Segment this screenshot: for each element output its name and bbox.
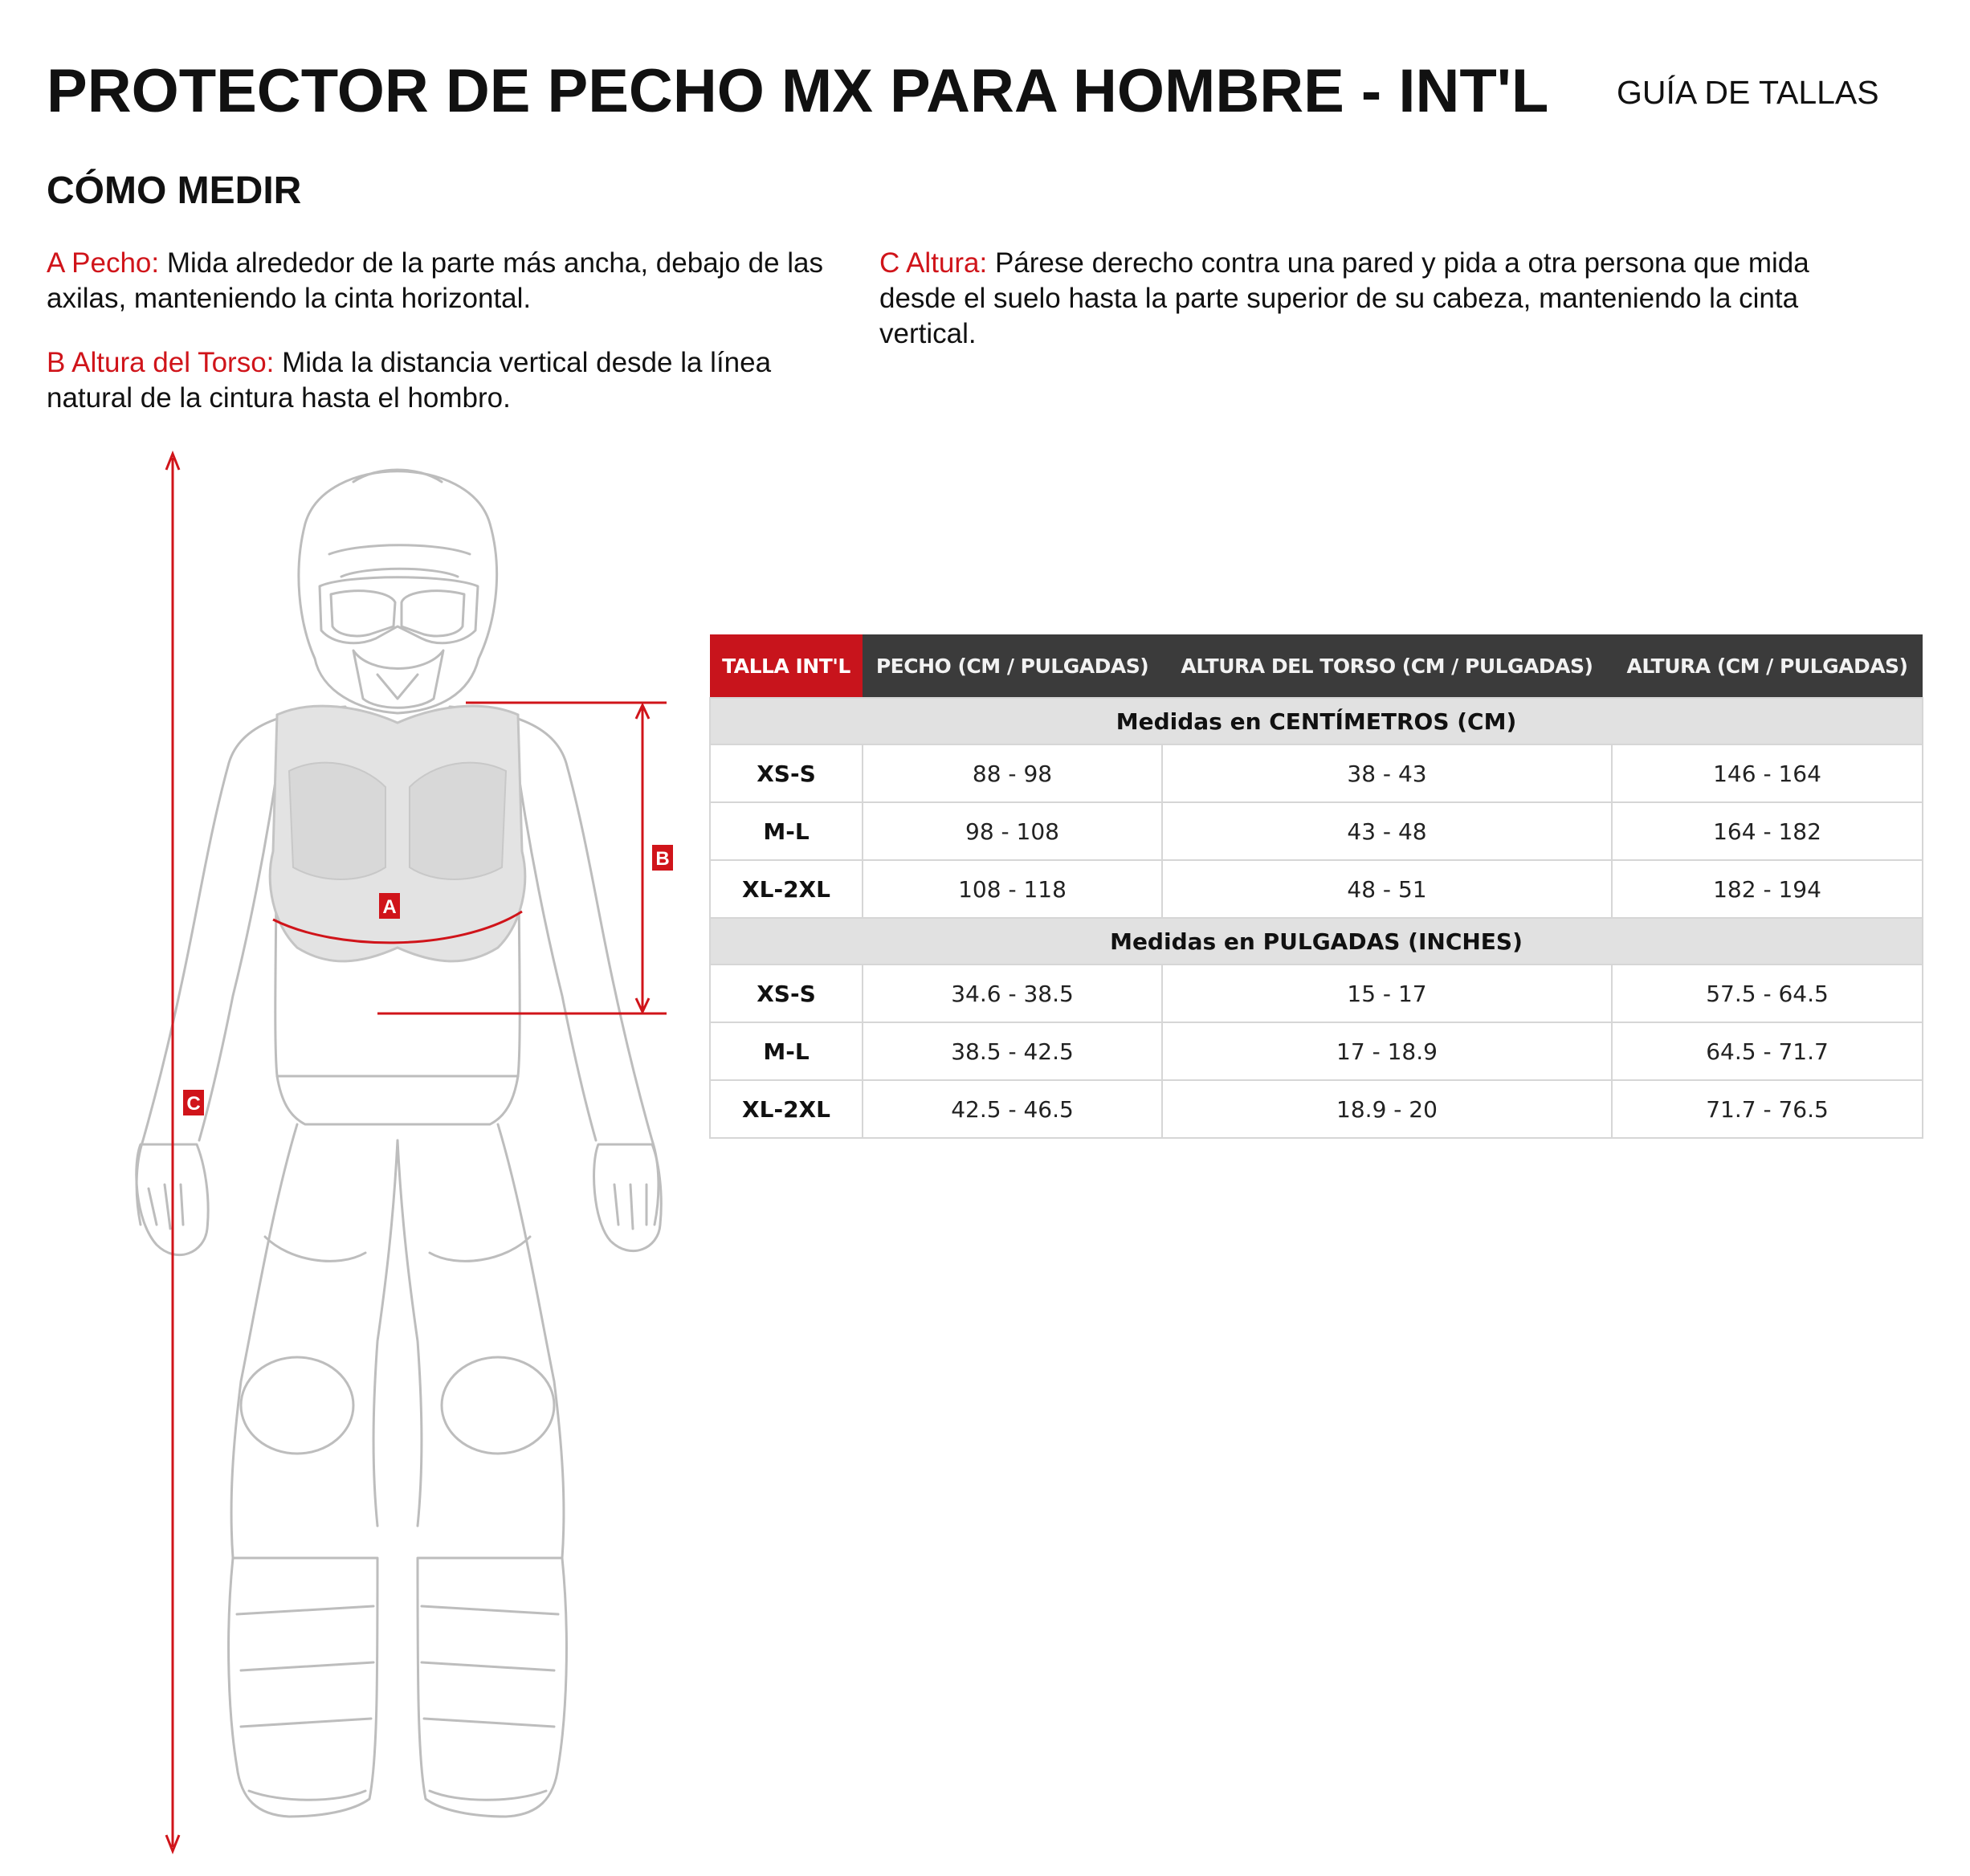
size-cell: XS-S — [710, 744, 863, 802]
table-row — [710, 802, 1923, 860]
torso-cell: 43 - 48 — [1162, 802, 1612, 860]
rider-outline — [137, 470, 662, 1817]
height-cell: 146 - 164 — [1612, 744, 1923, 802]
table-row — [710, 1022, 1923, 1080]
torso-label: B Altura del Torso: — [47, 347, 275, 378]
size-table — [709, 634, 1923, 1139]
height-cell: 71.7 - 76.5 — [1612, 1080, 1923, 1138]
height-cell: 57.5 - 64.5 — [1612, 965, 1923, 1022]
height-cell: 182 - 194 — [1612, 860, 1923, 918]
header-torso: ALTURA DEL TORSO (CM / PULGADAS) — [1162, 634, 1612, 698]
header-size: TALLA INT'L — [710, 634, 863, 698]
table-row — [710, 1080, 1923, 1138]
header-height: ALTURA (CM / PULGADAS) — [1612, 634, 1923, 698]
marker-b-label: B — [655, 848, 670, 870]
inches-section-row — [710, 918, 1923, 965]
size-guide-link[interactable]: GUÍA DE TALLAS — [1617, 74, 1879, 111]
cm-section-row — [710, 698, 1923, 744]
page-title: PROTECTOR DE PECHO MX PARA HOMBRE - INT'L — [47, 57, 1549, 125]
chest-cell: 88 - 98 — [863, 744, 1162, 802]
chest-cell: 38.5 - 42.5 — [863, 1022, 1162, 1080]
height-label: C Altura: — [879, 247, 988, 279]
torso-cell: 38 - 43 — [1162, 744, 1612, 802]
table-row — [710, 965, 1923, 1022]
chest-cell: 108 - 118 — [863, 860, 1162, 918]
measurement-guides — [166, 454, 670, 1851]
size-cell: M-L — [710, 802, 863, 860]
torso-cell: 15 - 17 — [1162, 965, 1612, 1022]
marker-a — [379, 893, 400, 919]
how-to-measure-heading: CÓMO MEDIR — [47, 169, 302, 212]
torso-cell: 48 - 51 — [1162, 860, 1612, 918]
chest-text: Mida alrededor de la parte más ancha, debajo de las axilas, manteniendo la cinta horizontal. — [47, 247, 824, 314]
torso-instruction — [47, 345, 826, 416]
size-cell: XS-S — [710, 965, 863, 1022]
torso-text: Mida la distancia vertical desde la línea natural de la cintura hasta el hombro. — [47, 347, 772, 414]
rider-measurement-figure — [0, 434, 723, 1876]
torso-cell: 17 - 18.9 — [1162, 1022, 1612, 1080]
chest-instruction — [47, 246, 826, 316]
chest-cell: 98 - 108 — [863, 802, 1162, 860]
cm-section-title: Medidas en CENTÍMETROS (CM) — [710, 698, 1923, 744]
marker-c — [183, 1090, 204, 1115]
size-cell: XL-2XL — [710, 860, 863, 918]
header-chest: PECHO (CM / PULGADAS) — [863, 634, 1162, 698]
size-cell: M-L — [710, 1022, 863, 1080]
marker-a-label: A — [382, 896, 397, 918]
size-cell: XL-2XL — [710, 1080, 863, 1138]
table-header-row — [710, 634, 1923, 698]
torso-cell: 18.9 - 20 — [1162, 1080, 1612, 1138]
chest-cell: 42.5 - 46.5 — [863, 1080, 1162, 1138]
table-row — [710, 860, 1923, 918]
height-text: Párese derecho contra una pared y pida a otra persona que mida desde el suelo hasta la parte superior de su cabeza, manteniendo la cinta vertical. — [879, 247, 1809, 349]
marker-b — [652, 845, 673, 871]
height-cell: 164 - 182 — [1612, 802, 1923, 860]
height-cell: 64.5 - 71.7 — [1612, 1022, 1923, 1080]
marker-c-label: C — [186, 1093, 201, 1115]
height-instruction — [879, 246, 1883, 352]
inches-section-title: Medidas en PULGADAS (INCHES) — [710, 918, 1923, 965]
table-row — [710, 744, 1923, 802]
chest-label: A Pecho: — [47, 247, 160, 279]
chest-cell: 34.6 - 38.5 — [863, 965, 1162, 1022]
chest-protector-icon — [270, 706, 525, 961]
